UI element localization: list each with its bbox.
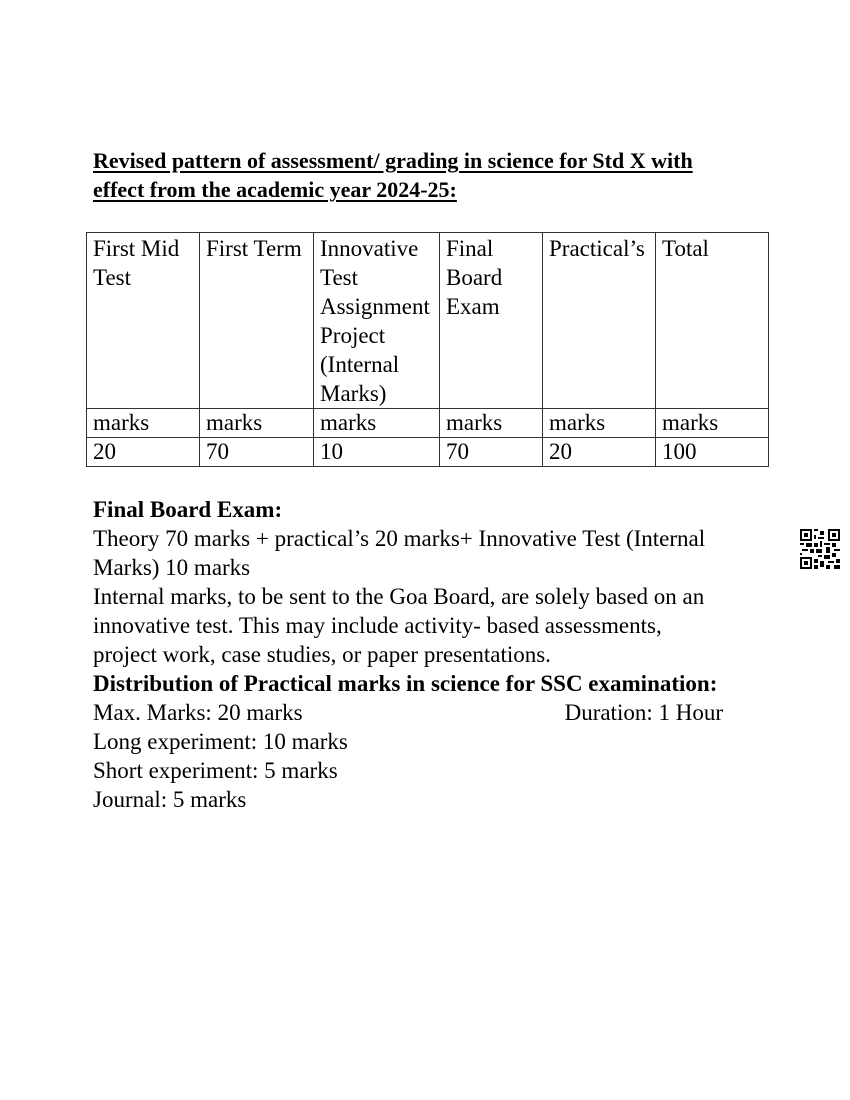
body-text: [93, 495, 793, 814]
internal-line-3: project work, case studies, or paper presentations.: [93, 642, 551, 667]
theory-line-1: Theory 70 marks + practical’s 20 marks+ Innovative Test (Internal: [93, 526, 706, 551]
header-practicals: Practical’s: [543, 233, 656, 409]
header-total: Total: [656, 233, 769, 409]
unit-cell: marks: [314, 409, 440, 438]
unit-cell: marks: [87, 409, 200, 438]
max-marks-row: [93, 698, 723, 727]
max-marks: Max. Marks: 20 marks: [93, 700, 303, 725]
value-cell: 100: [656, 438, 769, 467]
header-innovative-test: Innovative Test Assignment Project (Internal Marks): [314, 233, 440, 409]
value-cell: 10: [314, 438, 440, 467]
value-cell: 20: [543, 438, 656, 467]
table-values-row: [87, 438, 769, 467]
practical-heading: Distribution of Practical marks in science for SSC examination:: [93, 671, 718, 696]
unit-cell: marks: [656, 409, 769, 438]
theory-line-2: Marks) 10 marks: [93, 555, 251, 580]
short-experiment: Short experiment: 5 marks: [93, 758, 338, 783]
unit-cell: marks: [543, 409, 656, 438]
header-first-mid-test: First Mid Test: [87, 233, 200, 409]
header-first-term: First Term: [200, 233, 314, 409]
qr-code-icon: [800, 529, 840, 569]
final-board-heading: Final Board Exam:: [93, 497, 283, 522]
long-experiment: Long experiment: 10 marks: [93, 729, 348, 754]
page-title: [93, 146, 793, 204]
value-cell: 70: [440, 438, 543, 467]
header-final-board-exam: Final Board Exam: [440, 233, 543, 409]
journal: Journal: 5 marks: [93, 787, 247, 812]
title-line-1: Revised pattern of assessment/ grading in science for Std X with: [93, 148, 693, 173]
table-units-row: [87, 409, 769, 438]
unit-cell: marks: [200, 409, 314, 438]
duration: Duration: 1 Hour: [564, 700, 723, 725]
value-cell: 20: [87, 438, 200, 467]
table-header-row: [87, 233, 769, 409]
unit-cell: marks: [440, 409, 543, 438]
internal-line-1: Internal marks, to be sent to the Goa Board, are solely based on an: [93, 584, 705, 609]
value-cell: 70: [200, 438, 314, 467]
internal-line-2: innovative test. This may include activity- based assessments,: [93, 613, 662, 638]
title-line-2: effect from the academic year 2024-25:: [93, 177, 457, 202]
assessment-table: [86, 232, 769, 467]
